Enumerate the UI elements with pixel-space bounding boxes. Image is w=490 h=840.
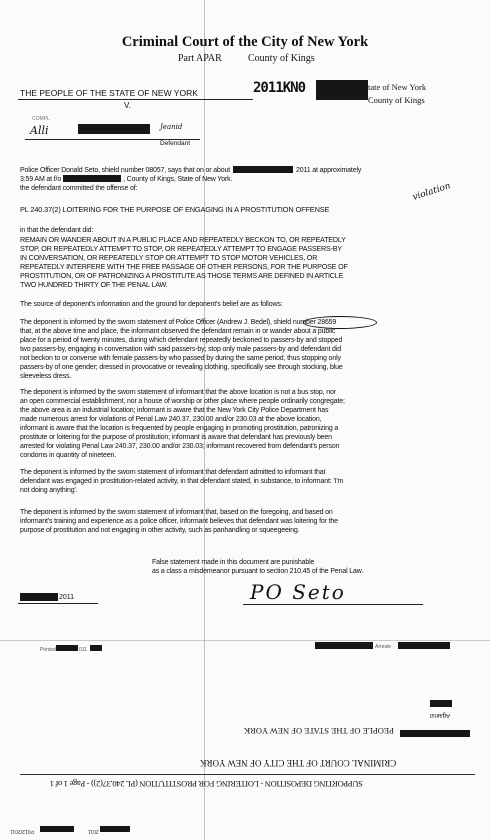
state-label: tate of New York — [368, 82, 427, 92]
source-line: The source of deponent's information and the ground for deponent's belief are as follows: — [20, 301, 283, 308]
p4-line: The deponent is informed by the sworn statement of informant that defendant admitted to informant that — [20, 469, 326, 476]
p1-line-b: 3:59 AM at f/o — [20, 176, 62, 183]
false-statement-line-1: False statement made in this document are punishable — [152, 559, 315, 566]
p2-line: The deponent is informed by the sworn statement of Police Officer (Andrew J. Bedel), shield number 28659 — [20, 319, 337, 326]
p2-line: that, at the above time and place, the informant observed the defendant remain in or wander about a public — [20, 328, 336, 335]
signature-rule — [243, 604, 423, 605]
redaction-date — [233, 166, 293, 173]
back-footer-mid: 2011 — [88, 828, 99, 834]
p4-line: defendant was engaged in prostitution-related activity, in that defendant stated, in substance, to informant: 'I'm — [20, 478, 344, 485]
back-supporting-deposition: SUPPORTING DEPOSITION - LOITERING FOR PROSTITUTION (PL 240.37(2)) - Page 1 of 1 — [50, 779, 363, 789]
county-right-label: County of Kings — [368, 95, 425, 105]
p2-line: passers-by of one gender; dressed in provocative or revealing clothing, specifically see through stocking, blue — [20, 364, 343, 371]
statute-line: REMAIN OR WANDER ABOUT IN A PUBLIC PLACE AND REPEATEDLY BECKON TO, OR REPEATEDLY — [20, 235, 346, 244]
p1-year: 2011 at approximately — [296, 167, 362, 174]
redaction-printed — [56, 645, 78, 651]
redaction-location — [63, 175, 121, 182]
handwritten-defendant-name-2: Jeanid — [160, 123, 183, 131]
redaction-back-2 — [400, 730, 470, 737]
p1-line-a: Police Officer Donald Seto, shield number 08057, says that on or about — [20, 167, 231, 174]
fold-crease-horizontal — [0, 640, 490, 641]
officer-name-circle — [303, 316, 377, 329]
p3-line: The deponent is informed by the sworn statement of informant that the above location is not a bus stop, nor — [20, 389, 336, 396]
back-against-label: Against — [430, 712, 451, 718]
county-label: County of Kings — [248, 53, 315, 64]
arrest-label: Arreste — [375, 644, 392, 650]
statute-line: STOP, OR REPEATEDLY ATTEMPT TO STOP, OR REPEATEDLY ATTEMPT TO ENGAGE PASSERS-BY — [20, 244, 342, 253]
complaint-paragraph-5 — [20, 508, 482, 535]
redaction-arrest — [315, 642, 373, 649]
p1-line-d: the defendant committed the offense of: — [20, 185, 138, 192]
p3-line: arrested for violating Penal Law 240.37, 230.00 and/or 230.03; informant recovered from defendant's person — [20, 443, 340, 450]
p2-line: place for a period of twenty minutes, during which defendant repeatedly beckoned to passers-by and stopped — [20, 337, 343, 344]
redaction-back-footer-1 — [40, 826, 74, 832]
redaction-back-footer-2 — [100, 826, 130, 832]
handwritten-violation-note: violation — [411, 181, 452, 203]
p3-line: condoms in quantity of nineteen. — [20, 452, 116, 459]
court-title: Criminal Court of the City of New York — [121, 34, 369, 50]
redaction-back-1 — [430, 700, 452, 707]
handwritten-defendant-name: Alli — [30, 124, 49, 137]
statute-line: PROSTITUTION, OR OF PATRONIZING A PROSTITUTE AS THOSE TERMS ARE DEFINED IN ARTICLE — [20, 271, 344, 280]
complaint-paragraph-3 — [20, 388, 482, 460]
people-caption: THE PEOPLE OF THE STATE OF NEW YORK — [20, 88, 198, 98]
versus: V. — [124, 101, 131, 110]
defendant-label: Defendant — [160, 140, 190, 147]
back-court-caption: CRIMINAL COURT OF THE CITY OF NEW YORK — [200, 758, 397, 768]
complaint-paragraph-1 — [20, 166, 480, 193]
p4-line: not doing anything'. — [20, 487, 78, 494]
statute-line: IN CONVERSATION, OR REPEATEDLY STOP OR ATTEMPT TO STOP MOTOR VEHICLES, OR — [20, 253, 318, 262]
false-statement-line-2: as a class a misdemeanor pursuant to section 210.45 of the Penal Law. — [152, 568, 364, 575]
redaction-docket — [316, 80, 368, 100]
caption-rule — [18, 99, 253, 100]
p2-line: two passers-by, engaging in conversation with said passers-by; stop only male passers-by and defendant did — [20, 346, 341, 353]
p2-line: sleeveless dress. — [20, 373, 72, 380]
docket-number: 2011KN0 — [253, 80, 306, 96]
p3-line: an open commercial establishment, nor a house of worship or other place where people ordinarily congregate; — [20, 398, 345, 405]
p5-line: purpose of prostitution and not engaging in other activity, such as panhandling or squeegeeing. — [20, 527, 300, 534]
redaction-date-footer — [20, 593, 58, 601]
printed-label: Printed — [40, 647, 56, 653]
complaint-paragraph-4 — [20, 468, 482, 495]
redaction-arrest-2 — [398, 642, 450, 649]
statute-line: TWO HUNDRED THIRTY OF THE PENAL LAW. — [20, 280, 168, 289]
back-footer-left: P012/2011 — [10, 828, 34, 834]
statute-text — [20, 235, 482, 289]
p5-line: informant's training and experience as a police officer, informant believes that defendant was loitering for the — [20, 518, 338, 525]
officer-signature: PO Seto — [250, 580, 346, 604]
part-label: Part APAR — [178, 53, 222, 64]
did-intro: in that the defendant did: — [20, 227, 94, 234]
footer-year: 2011 — [59, 594, 75, 601]
complaint-paragraph-2 — [20, 318, 482, 381]
back-rule — [20, 774, 475, 775]
p2-line: not beckon to or converse with female passers-by who passed by during the same period, thus stopping only — [20, 355, 341, 362]
charge-line: PL 240.37(2) LOITERING FOR THE PURPOSE OF ENGAGING IN A PROSTITUTION OFFENSE — [20, 205, 330, 214]
p5-line: The deponent is informed by the sworn statement of informant that, based on the foregoing, and based on — [20, 509, 333, 516]
statute-line: REPEATEDLY INTERFERE WITH THE FREE PASSAGE OF OTHER PERSONS, FOR THE PURPOSE OF — [20, 262, 348, 271]
date-rule — [18, 603, 98, 604]
back-people-caption: PEOPLE OF THE STATE OF NEW YORK — [244, 726, 394, 736]
p1-line-c: , County of Kings, State of New York. — [123, 176, 233, 183]
p3-line: informant is aware that the location is frequented by people engaging in promoting prostitution, patronizing a — [20, 425, 339, 432]
complainant-label: COMPL — [32, 116, 50, 122]
p3-line: made numerous arrest for violations of Penal Law 240.37, 230.00 and/or 230.03 at the above location, — [20, 416, 322, 423]
redaction-printed-2 — [90, 645, 102, 651]
p3-line: the above area is an industrial location; informant is aware that the New York City Police Department has — [20, 407, 329, 414]
printed-year: 011 — [79, 647, 87, 653]
redaction-defendant-name — [78, 124, 150, 134]
p3-line: prostitute or loitering for the purpose of prostitution; informant is aware that defendant has previously been — [20, 434, 332, 441]
